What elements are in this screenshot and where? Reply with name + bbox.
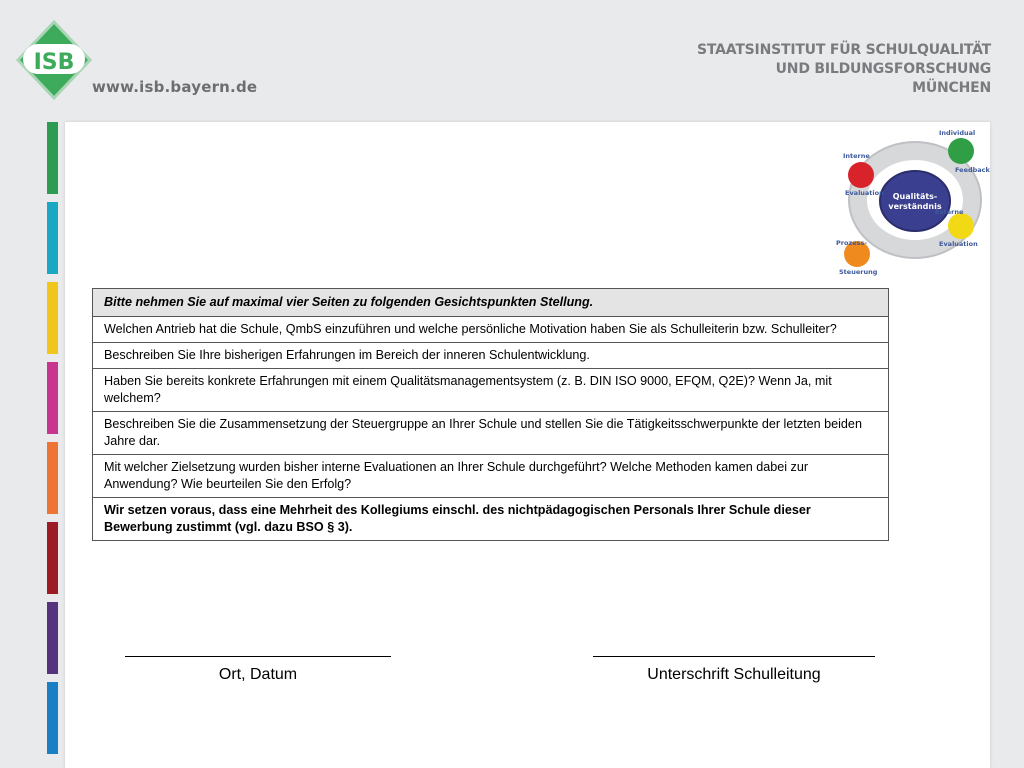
table-row: Welchen Antrieb hat die Schule, QmbS einzuführen und welche persönliche Motivation haben Sie als Schulleiterin bzw. Schulleiter? [93,317,889,343]
color-bar [47,282,58,354]
document-page [65,122,990,768]
institute-line-3: MÜNCHEN [912,80,991,96]
color-bar [47,522,58,594]
table-row: Mit welcher Zielsetzung wurden bisher interne Evaluationen an Ihrer Schule durchgeführt? Welche Methoden kamen dabei zur Anwendung? Wie beurteilen Sie den Erfolg? [93,455,889,498]
table-row: Beschreiben Sie die Zusammensetzung der Steuergruppe an Ihrer Schule und stellen Sie die Tätigkeitsschwerpunkte der letzten beiden Jahre dar. [93,412,889,455]
green-sphere [948,138,974,164]
svg-text:Qualitäts-verständnis: Qualitäts-verständnis [888,192,942,211]
isb-logo [14,18,94,102]
red-sphere [848,162,874,188]
signature-principal [593,656,875,684]
color-bar [47,682,58,754]
institute-line-1: STAATSINSTITUT FÜR SCHULQUALITÄT [697,42,991,58]
color-bar [47,202,58,274]
center-ellipse [880,171,950,231]
site-url[interactable]: www.isb.bayern.de [92,78,258,96]
principal-signature-label: Unterschrift Schulleitung [647,666,821,683]
institute-line-2: UND BILDUNGSFORSCHUNG [775,61,991,77]
table-heading: Bitte nehmen Sie auf maximal vier Seiten zu folgenden Gesichtspunkten Stellung. [93,289,889,317]
logo-text: ISB [33,50,75,75]
institute-name [697,41,991,98]
color-bar [47,442,58,514]
table-row: Haben Sie bereits konkrete Erfahrungen mit einem Qualitätsmanagementsystem (z. B. DIN ISO 9000, EFQM, Q2E)? Wenn Ja, mit welchem? [93,369,889,412]
signature-place-date [125,656,391,684]
quality-cycle-graphic [835,126,990,278]
color-bar [47,362,58,434]
side-color-bars [47,122,58,762]
svg-text:InterneEvaluation Indivi: Interne Evaluation Individual Feedback Externe Evaluation Prozess-Steuerung [836,129,990,276]
questions-table [92,288,889,541]
place-date-label: Ort, Datum [218,666,298,683]
color-bar [47,122,58,194]
table-row: Beschreiben Sie Ihre bisherigen Erfahrungen im Bereich der inneren Schulentwicklung. [93,343,889,369]
signature-line [593,656,875,657]
yellow-sphere [948,213,974,239]
final-note: Wir setzen voraus, dass eine Mehrheit des Kollegiums einschl. des nichtpädagogischen Personals Ihrer Schule dieser Bewerbung zustimmt (vgl. dazu BSO § 3). [93,498,889,541]
signature-line [125,656,391,657]
color-bar [47,602,58,674]
